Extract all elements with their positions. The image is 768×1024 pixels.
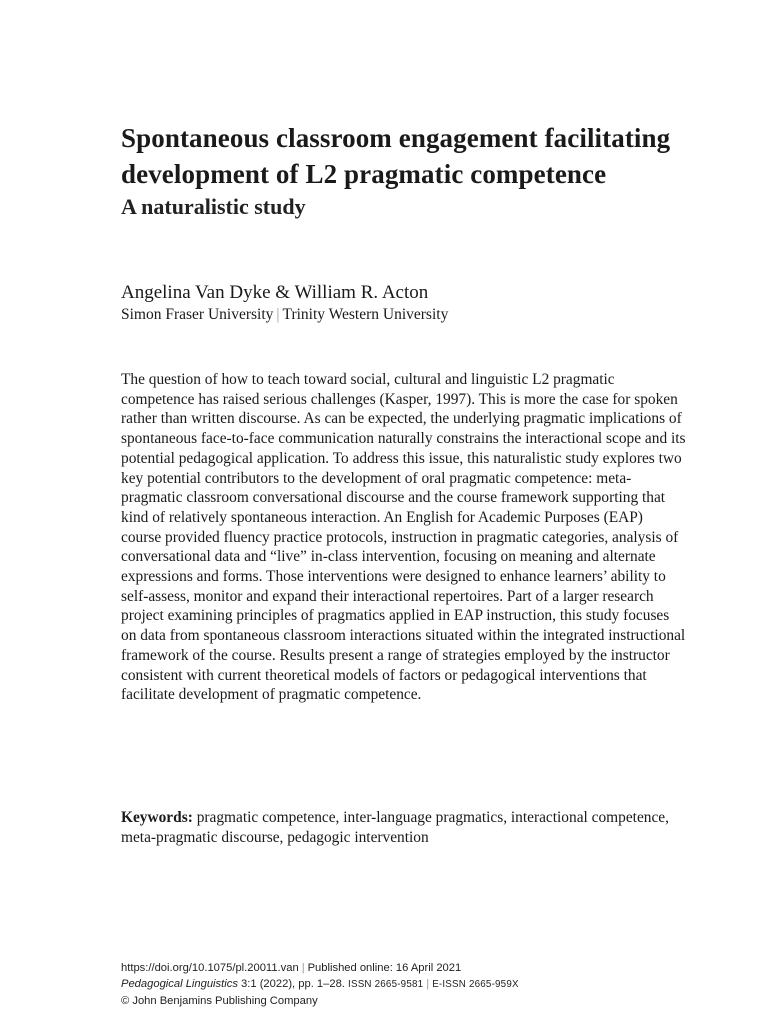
keywords (121, 808, 686, 847)
eissn: E-ISSN 2665-959X (432, 979, 519, 990)
keywords-list: pragmatic competence, inter-language pragmatics, interactional competence, meta-pragmatic discourse, pedagogic intervention (121, 809, 669, 846)
author-list: Angelina Van Dyke & William R. Acton (121, 282, 429, 303)
article-front-matter (121, 120, 686, 846)
publication-footer (121, 960, 681, 1009)
doi-link[interactable]: https://doi.org/10.1075/pl.20011.van (121, 962, 299, 974)
footer-separator: | (426, 978, 430, 990)
issn: ISSN 2665-9581 (348, 979, 424, 990)
published-date: Published online: 16 April 2021 (307, 962, 462, 974)
abstract-text: The question of how to teach toward social, cultural and linguistic L2 pragmatic competence has raised serious challenges (Kasper, 1997). This is more the case for spoken rather than written discourse. As can be expected, the underlying pragmatic implications of spontaneous face-to-face communication naturally constrains the interactional scope and its potential pedagogical application. To address this issue, this naturalistic study explores two key potential contributors to the development of oral pragmatic competence: meta-pragmatic classroom conversational discourse and the course framework supporting that kind of relatively spontaneous interaction. An English for Academic Purposes (EAP) course provided fluency practice protocols, instruction in pragmatic categories, analysis of conversational data and “live” in-class intervention, focusing on meaning and alternate expressions and forms. Those interventions were designed to enhance learners’ ability to self-assess, monitor and expand their interactional repertoires. Part of a larger research project examining principles of pragmatics applied in EAP instruction, this study focuses on data from spontaneous classroom interactions situated within the integrated instructional framework of the course. Results present a range of strategies employed by the instructor consistent with current theoretical models of factors or pedagogical interventions that facilitate development of pragmatic competence. (121, 371, 686, 704)
affiliations (121, 305, 448, 325)
keywords-label: Keywords: (121, 809, 193, 826)
affiliation-1: Simon Fraser University (121, 306, 274, 323)
affiliation-2: Trinity Western University (282, 306, 449, 323)
copyright: © John Benjamins Publishing Company (121, 995, 318, 1007)
citation-info: 3:1 (2022), pp. 1–28. (241, 978, 345, 990)
footer-separator: | (301, 962, 305, 974)
journal-name: Pedagogical Linguistics (121, 978, 238, 990)
footer-doi-line (121, 960, 681, 976)
affiliation-separator: | (276, 306, 280, 323)
footer-citation-line (121, 976, 681, 993)
article-title: Spontaneous classroom engagement facilitating development of L2 pragmatic competence (121, 123, 671, 189)
article-subtitle: A naturalistic study (121, 194, 306, 219)
